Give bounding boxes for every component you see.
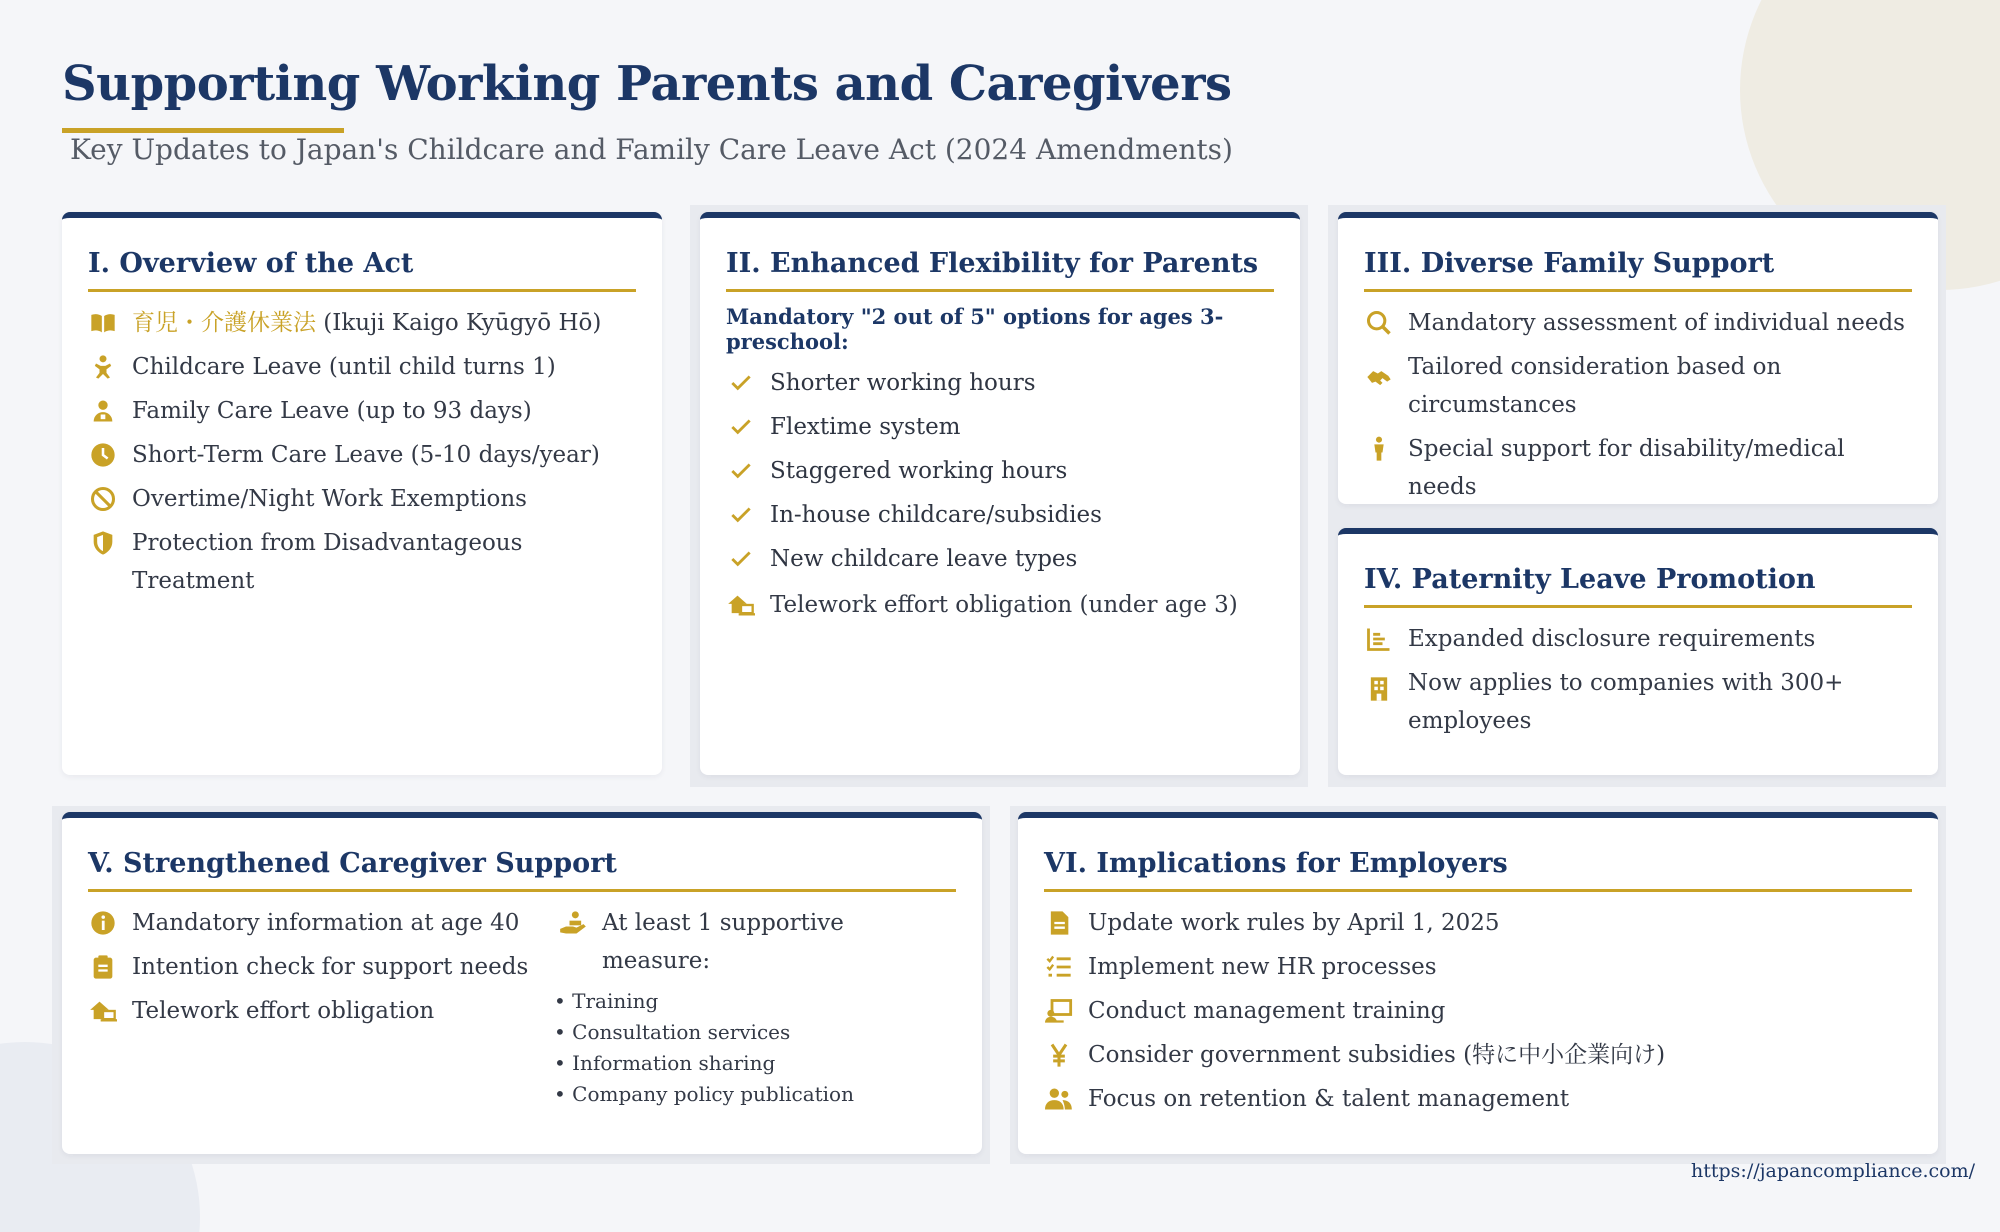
card-paternity (1338, 528, 1938, 775)
users-icon (1044, 1084, 1074, 1114)
check-icon (726, 502, 756, 528)
shield-icon (88, 528, 118, 558)
document-icon (1044, 908, 1074, 938)
mandatory-label: Mandatory "2 out of 5" options for ages 3-preschool: (726, 304, 1224, 354)
list-item (1044, 1036, 1912, 1074)
item-text: Staggered working hours (770, 458, 1068, 484)
item-text: Implement new HR processes (1088, 954, 1437, 980)
house-laptop-icon (726, 590, 756, 620)
card-title: V. Strengthened Caregiver Support (88, 848, 956, 892)
card-title: II. Enhanced Flexibility for Parents (726, 248, 1274, 292)
check-icon (726, 414, 756, 440)
item-text: Flextime system (770, 414, 961, 440)
person-icon (1364, 434, 1394, 464)
person-care-icon (88, 396, 118, 426)
item-text: Now applies to companies with 300+ employees (1408, 670, 1844, 734)
sub-item: • Training (554, 986, 948, 1017)
list-item (1364, 348, 1912, 424)
item-text: Update work rules by April 1, 2025 (1088, 910, 1500, 936)
list-item (1044, 1080, 1912, 1118)
list-item (726, 586, 1274, 624)
hand-holding-person-icon (558, 908, 588, 938)
baby-icon (88, 352, 118, 382)
search-icon (1364, 308, 1394, 338)
item-text: Consider government subsidies (特に中小企業向け) (1088, 1042, 1666, 1068)
list-item (726, 364, 1274, 402)
list-item (88, 304, 636, 342)
card-title: IV. Paternity Leave Promotion (1364, 564, 1912, 608)
item-text: Special support for disability/medical needs (1408, 436, 1845, 500)
item-text: Shorter working hours (770, 370, 1036, 396)
sub-item: • Consultation services (554, 1017, 948, 1048)
item-text: Childcare Leave (until child turns 1) (132, 354, 556, 380)
ban-icon (88, 484, 118, 514)
building-icon (1364, 674, 1394, 704)
bar-chart-icon (1364, 624, 1394, 654)
footer-url[interactable]: https://japancompliance.com/ (1691, 1160, 1975, 1182)
item-text: Mandatory information at age 40 (132, 910, 520, 936)
item-text: Focus on retention & talent management (1088, 1086, 1570, 1112)
card-overview (62, 212, 662, 775)
list-item (1364, 430, 1912, 506)
list-item (726, 540, 1274, 578)
list-item (726, 452, 1274, 490)
list-item (88, 392, 636, 430)
item-text: Protection from Disadvantageous Treatment (132, 530, 523, 594)
item-text: At least 1 supportive measure: (602, 910, 844, 974)
list-item (1044, 948, 1912, 986)
card-title: VI. Implications for Employers (1044, 848, 1912, 892)
measures-list (554, 986, 948, 1110)
list-item (88, 348, 636, 386)
card-diverse-family (1338, 212, 1938, 504)
item-text: Mandatory assessment of individual needs (1408, 310, 1905, 336)
item-text: Telework effort obligation (under age 3) (770, 592, 1238, 618)
list-item (726, 496, 1274, 534)
clock-icon (88, 440, 118, 470)
card-employers (1018, 812, 1938, 1154)
handshake-icon (1364, 362, 1394, 392)
list-item (1044, 904, 1912, 942)
list-item (1364, 664, 1912, 740)
list-item (88, 992, 558, 1030)
list-item (1044, 992, 1912, 1030)
clipboard-icon (88, 952, 118, 982)
item-text: Conduct management training (1088, 998, 1446, 1024)
check-icon (726, 458, 756, 484)
page-title: Supporting Working Parents and Caregivers (62, 56, 1232, 112)
item-text: In-house childcare/subsidies (770, 502, 1102, 528)
house-laptop-icon (88, 996, 118, 1026)
info-icon (88, 908, 118, 938)
check-icon (726, 370, 756, 396)
list-item (1364, 620, 1912, 658)
list-item (88, 436, 636, 474)
list-item (88, 480, 636, 518)
list-item (1364, 304, 1912, 342)
item-text: Overtime/Night Work Exemptions (132, 486, 527, 512)
item-text: Short-Term Care Leave (5-10 days/year) (132, 442, 600, 468)
law-name-romaji: (Ikuji Kaigo Kyūgyō Hō) (316, 310, 602, 336)
list-check-icon (1044, 952, 1074, 982)
card-caregiver (62, 812, 982, 1154)
law-name-jp: 育児・介護休業法 (132, 310, 316, 336)
list-item (88, 948, 558, 986)
list-item (558, 904, 948, 980)
list-item (726, 408, 1274, 446)
card-title: III. Diverse Family Support (1364, 248, 1912, 292)
item-text: Intention check for support needs (132, 954, 529, 980)
yen-icon (1044, 1040, 1074, 1070)
item-text: Family Care Leave (up to 93 days) (132, 398, 532, 424)
list-item (88, 524, 636, 600)
item-text: Telework effort obligation (132, 998, 435, 1024)
list-item (88, 904, 558, 942)
card-title: I. Overview of the Act (88, 248, 636, 292)
item-text: New childcare leave types (770, 546, 1078, 572)
book-icon (88, 308, 118, 338)
sub-item: • Company policy publication (554, 1079, 948, 1110)
page-subtitle: Key Updates to Japan's Childcare and Family Care Leave Act (2024 Amendments) (70, 133, 1233, 166)
presentation-icon (1044, 996, 1074, 1026)
item-text: Expanded disclosure requirements (1408, 626, 1816, 652)
card-flexibility (700, 212, 1300, 775)
item-text: Tailored consideration based on circumstances (1408, 354, 1782, 418)
check-icon (726, 546, 756, 572)
sub-item: • Information sharing (554, 1048, 948, 1079)
